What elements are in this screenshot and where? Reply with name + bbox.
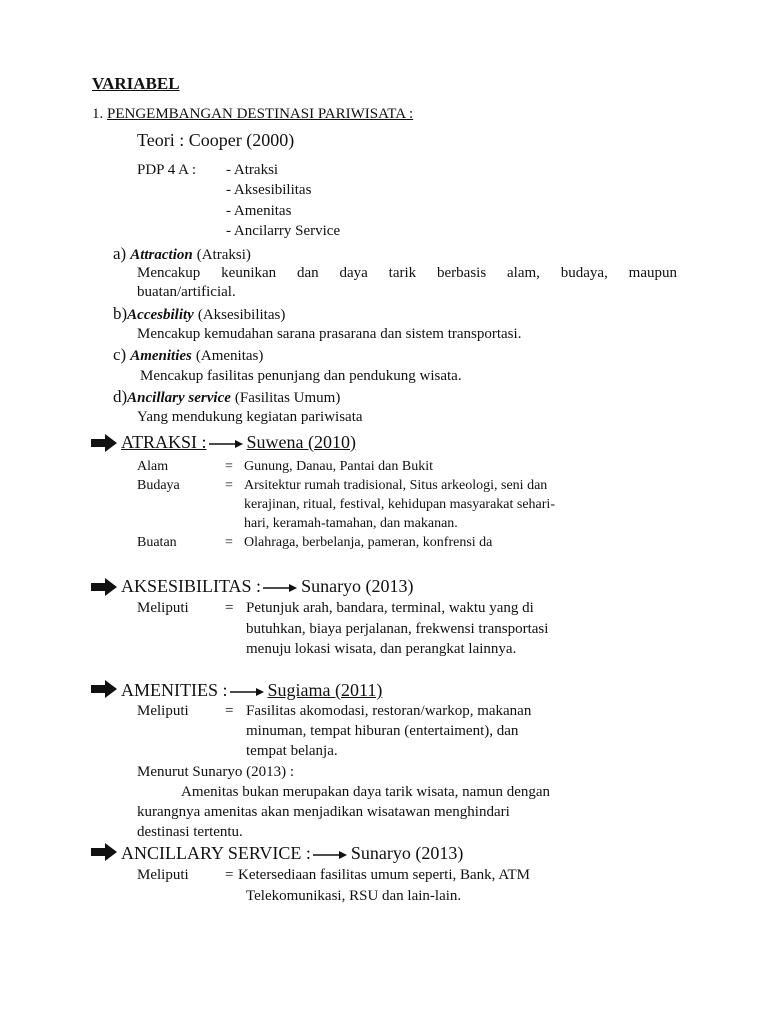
row-value: Gunung, Danau, Pantai dan Bukit [244,459,433,474]
pdp-item: - Aksesibilitas [226,182,312,198]
atraksi-heading [121,432,356,453]
document-title: VARIABEL [92,74,180,93]
row-key: Alam [137,459,169,474]
component-term: Accesbility [127,307,194,323]
component-heading [113,304,285,324]
component-desc: Mencakup kemudahan sarana prasarana dan sistem transportasi. [137,326,522,342]
arrow-right-icon [263,583,297,593]
row-value: Telekomunikasi, RSU dan lain-lain. [246,888,462,904]
ancillary-label: ANCILLARY SERVICE : [121,843,311,863]
component-term: Amenities [130,348,192,364]
component-heading [113,345,263,365]
component-letter: c) [113,345,127,364]
row-value: butuhkan, biaya perjalanan, frekwensi transportasi [246,621,549,637]
aksesibilitas-label: AKSESIBILITAS : [121,576,262,596]
row-key: Budaya [137,478,180,493]
section-heading [92,106,413,123]
component-term: Ancillary service [127,390,231,406]
aksesibilitas-heading [121,576,414,597]
row-value: Olahraga, berbelanja, pameran, konfrensi da [244,535,493,550]
note-line: kurangnya amenitas akan menjadikan wisatawan menghindari [137,804,510,820]
row-value: hari, keramah-tamahan, dan makanan. [244,516,458,531]
row-value: Fasilitas akomodasi, restoran/warkop, makanan [246,703,532,719]
amenities-label: AMENITIES : [121,680,228,700]
ancillary-source: Sunaryo (2013) [350,843,464,863]
component-letter: d) [113,387,128,406]
amenities-heading [121,680,382,701]
row-value: Petunjuk arah, bandara, terminal, waktu yang di [246,600,534,616]
row-value: Arsitektur rumah tradisional, Situs arkeologi, seni dan [244,478,548,493]
component-desc: buatan/artificial. [137,284,236,300]
row-value: kerajinan, ritual, festival, kehidupan masyarakat sehari- [244,497,555,512]
component-term: Attraction [130,247,193,263]
arrow-right-icon [209,439,243,449]
component-desc: Yang mendukung kegiatan pariwisata [137,409,363,425]
note-heading: Menurut Sunaryo (2013) : [137,764,295,780]
aksesibilitas-source: Sunaryo (2013) [301,576,414,596]
row-key: Meliputi [137,867,189,883]
row-key: Meliputi [137,600,189,616]
note-line: destinasi tertentu. [137,824,243,840]
arrow-right-icon [230,687,264,697]
pdp-label: PDP 4 A : [137,162,197,178]
row-eq: = [225,867,234,883]
atraksi-label: ATRAKSI : [121,432,207,452]
row-value: tempat belanja. [246,743,338,759]
row-key: Meliputi [137,703,189,719]
row-eq: = [225,703,234,719]
component-paren: (Aksesibilitas) [197,307,286,323]
ancillary-heading [121,843,463,864]
theory-line: Teori : Cooper (2000) [137,130,295,150]
right-arrow-icon [90,680,118,698]
pdp-item: - Atraksi [226,162,279,178]
row-value: Ketersediaan fasilitas umum seperti, Bank, ATM [238,867,531,883]
component-letter: a) [113,244,127,263]
component-heading [113,387,340,407]
row-eq: = [225,478,233,493]
arrow-right-icon [313,850,347,860]
row-value: minuman, tempat hiburan (entertaiment), dan [246,723,519,739]
pdp-item: - Ancilarry Service [226,223,341,239]
right-arrow-icon [90,578,118,596]
pdp-item: - Amenitas [226,203,292,219]
component-paren: (Amenitas) [195,348,264,364]
right-arrow-icon [90,843,118,861]
component-paren: (Atraksi) [196,247,251,263]
row-eq: = [225,535,233,550]
right-arrow-icon [90,434,118,452]
atraksi-source: Suwena (2010) [246,432,356,452]
component-paren: (Fasilitas Umum) [234,390,341,406]
row-value: menuju lokasi wisata, dan perangkat lainnya. [246,641,517,657]
component-desc: Mencakup keunikan dan daya tarik berbasis alam, budaya, maupun [137,265,677,281]
note-line: Amenitas bukan merupakan daya tarik wisata, namun dengan [181,784,551,800]
section-number: 1. [92,106,104,122]
component-heading [113,244,251,264]
row-eq: = [225,459,233,474]
row-key: Buatan [137,535,177,550]
component-letter: b) [113,304,128,323]
amenities-source: Sugiama (2011) [267,680,383,700]
component-desc: Mencakup fasilitas penunjang dan pendukung wisata. [140,368,462,384]
section-title: PENGEMBANGAN DESTINASI PARIWISATA : [107,106,414,122]
row-eq: = [225,600,234,616]
